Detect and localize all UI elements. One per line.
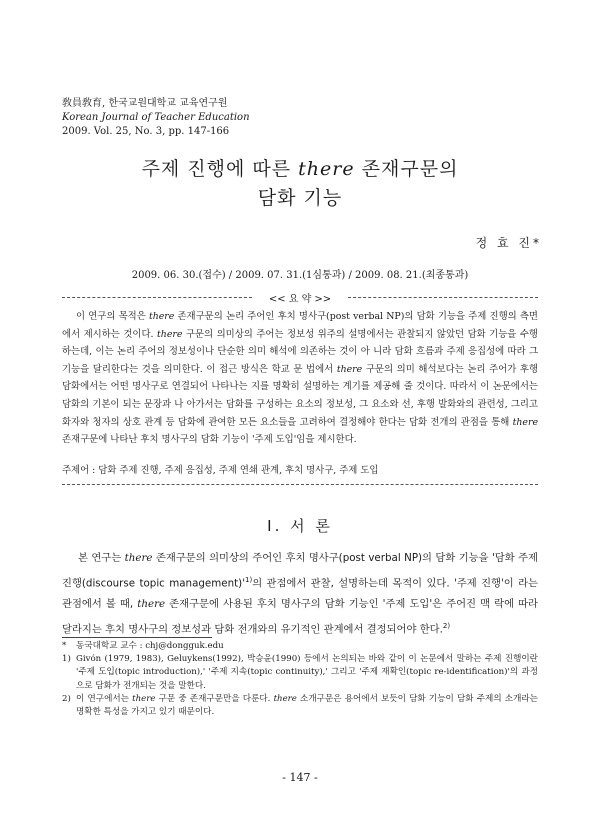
journal-name-english: Korean Journal of Teacher Education: [62, 112, 250, 123]
body-text: [62, 548, 538, 641]
page-number: - 147 -: [282, 771, 318, 784]
abstract-header: [62, 290, 538, 304]
review-dates: 2009. 06. 30.(접수) / 2009. 07. 31.(1심통과) / 2009. 08. 21.(최종통과): [131, 270, 469, 281]
divider: [62, 484, 538, 485]
footnote: 2) 이 연구에서는 there 구문 중 존재구문만을 다룬다. there 소개구문은 용어에서 보듯이 담화 기능이 담화 주제의 소개라는 명확한 특성을 가지고 있기 때문이다.: [62, 693, 538, 718]
footnotes: [62, 640, 538, 719]
journal-name-korean: 敎員敎育, 한국교원대학교 교육연구원: [62, 98, 228, 109]
journal-volume: 2009. Vol. 25, No. 3, pp. 147-166: [62, 126, 230, 137]
footnote: 1) Givón (1979, 1983), Geluykens(1992), 박승윤(1990) 등에서 논의되는 바와 같이 이 논문에서 말하는 주제 진행이란 '주제 도입(topic introduction),' '주제 지속(topic continuity),' 그리고 '주제 재확인(topic re-identification)'의 과정으로 담화가 전개되는 것을 말한다.: [62, 654, 538, 691]
author-name: 정 효 진*: [475, 236, 542, 250]
divider: [348, 297, 538, 298]
footnote: * 동국대학교 교수 : chj@dongguk.edu: [62, 641, 224, 651]
section-heading: Ⅰ. 서 론: [267, 517, 333, 535]
abstract-label: << 요 약 >>: [268, 294, 332, 305]
journal-header: [62, 97, 250, 139]
paper-title-line-2: 담화 기능: [257, 187, 343, 209]
divider: [62, 297, 252, 298]
abstract-body: [62, 308, 538, 449]
footnote-rule: [62, 637, 212, 638]
paper-title-line-1: 주제 진행에 따른 there 존재구문의: [141, 158, 459, 180]
keywords: 주제어 : 담화 주제 진행, 주제 응집성, 주제 연쇄 관계, 후치 명사구, 주제 도입: [62, 465, 379, 476]
abstract-paragraph: 이 연구의 목적은 there 존재구문의 논리 주어인 후치 명사구(post verbal NP)의 담화 기능을 주제 진행의 측면에서 제시하는 것이다. there 구문의 의미상의 주어는 정보성 위주의 설명에서는 관찰되지 않았던 담화 기능을 수행하는데, 이는 논리 주어의 정보성이나 단순한 의미 해석에 의존하는 것이 아 니라 담화 흐름과 주제 응집성에 따라 그 기능을 달리한다는 것을 의미한다. 이 접근 방식은 학교 문 법에서 there 구문의 의미 해석보다는 논리 주어가 후행 담화에서는 어떤 명사구로 연결되어 나타나는 지를 명확히 설명하는 계기를 제공해 줄 것이다. 따라서 이 논문에서는 담화의 기본이 되는 문장과 나 아가서는 담화를 구성하는 요소의 정보성, 그 요소와 선, 후행 발화와의 관련성, 그리고 화자와 청자의 상호 관계 등 담화에 관여한 모든 요소들을 고려하여 결정해야 한다는 담화 전개의 관점을 통해 there 존재구문에 나타난 후치 명사구의 담화 기능이 '주제 도입'임을 제시한다.: [62, 311, 539, 446]
body-paragraph: 본 연구는 there 존재구문의 의미상의 주어인 후치 명사구(post verbal NP)의 담화 기능을 '담화 주제 진행(discourse topic $management)'^{1)}$의 관점에서 관찰, 설명하는데 목적이 있다. '주제 진행'이 라는 관점에서 볼 때, there 존재구문에 사용된 후치 명사구의 담화 기능인 '주제 도입'은 주어진 맥 락에 따라 달라지는 후치 명사구의 정보성과 담화 전개와의 유기적인 관계에서 결정되어야 한다.$^{2)}$: [62, 552, 539, 636]
